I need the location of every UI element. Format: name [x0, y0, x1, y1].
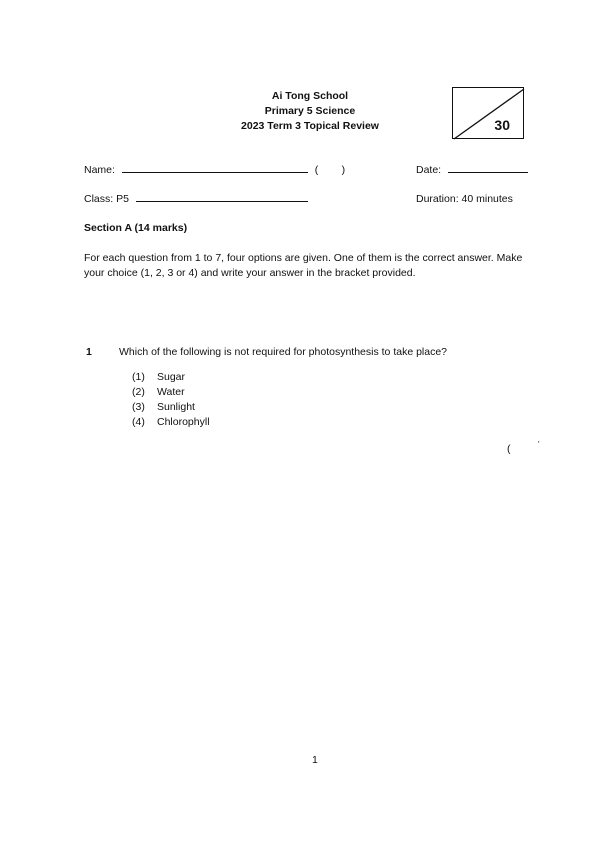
answer-bracket[interactable]: (	[507, 443, 511, 455]
option-text: Sunlight	[157, 401, 195, 413]
exam-title: 2023 Term 3 Topical Review	[241, 120, 379, 132]
subject-title: Primary 5 Science	[264, 105, 356, 117]
duration-label: Duration: 40 minutes	[416, 193, 513, 205]
class-label: Class: P5	[84, 193, 129, 205]
option-label: (3)	[132, 401, 145, 413]
exam-header	[200, 89, 420, 134]
option-label: (2)	[132, 386, 145, 398]
page-number: 1	[312, 754, 318, 766]
option-1	[132, 370, 210, 385]
section-title: Section A (14 marks)	[84, 222, 188, 234]
answer-mark: '	[538, 440, 540, 449]
option-text: Chlorophyll	[157, 416, 210, 428]
question-number: 1	[86, 346, 92, 358]
option-2	[132, 385, 210, 400]
name-label: Name:	[84, 164, 115, 176]
option-3	[132, 400, 210, 415]
score-divider-line	[453, 88, 525, 140]
school-name: Ai Tong School	[271, 90, 349, 102]
score-box	[452, 87, 524, 139]
name-row	[84, 164, 345, 176]
score-total: 30	[494, 117, 510, 133]
option-label: (4)	[132, 416, 145, 428]
option-label: (1)	[132, 371, 145, 383]
option-list	[132, 370, 210, 430]
class-row	[84, 193, 308, 205]
question-text: Which of the following is not required for photosynthesis to take place?	[119, 346, 448, 358]
option-4	[132, 415, 210, 430]
date-line[interactable]	[448, 171, 528, 173]
date-label: Date:	[416, 164, 442, 176]
name-index-bracket: ( )	[314, 164, 346, 176]
name-line[interactable]	[122, 171, 308, 173]
option-text: Water	[157, 386, 185, 398]
date-row	[416, 164, 528, 176]
class-line[interactable]	[136, 200, 308, 202]
section-instructions: For each question from 1 to 7, four options are given. One of them is the correct answer. Make your choice (1, 2, 3 or 4) and write your answer in the bracket provided.	[84, 252, 523, 279]
option-text: Sugar	[157, 371, 186, 383]
